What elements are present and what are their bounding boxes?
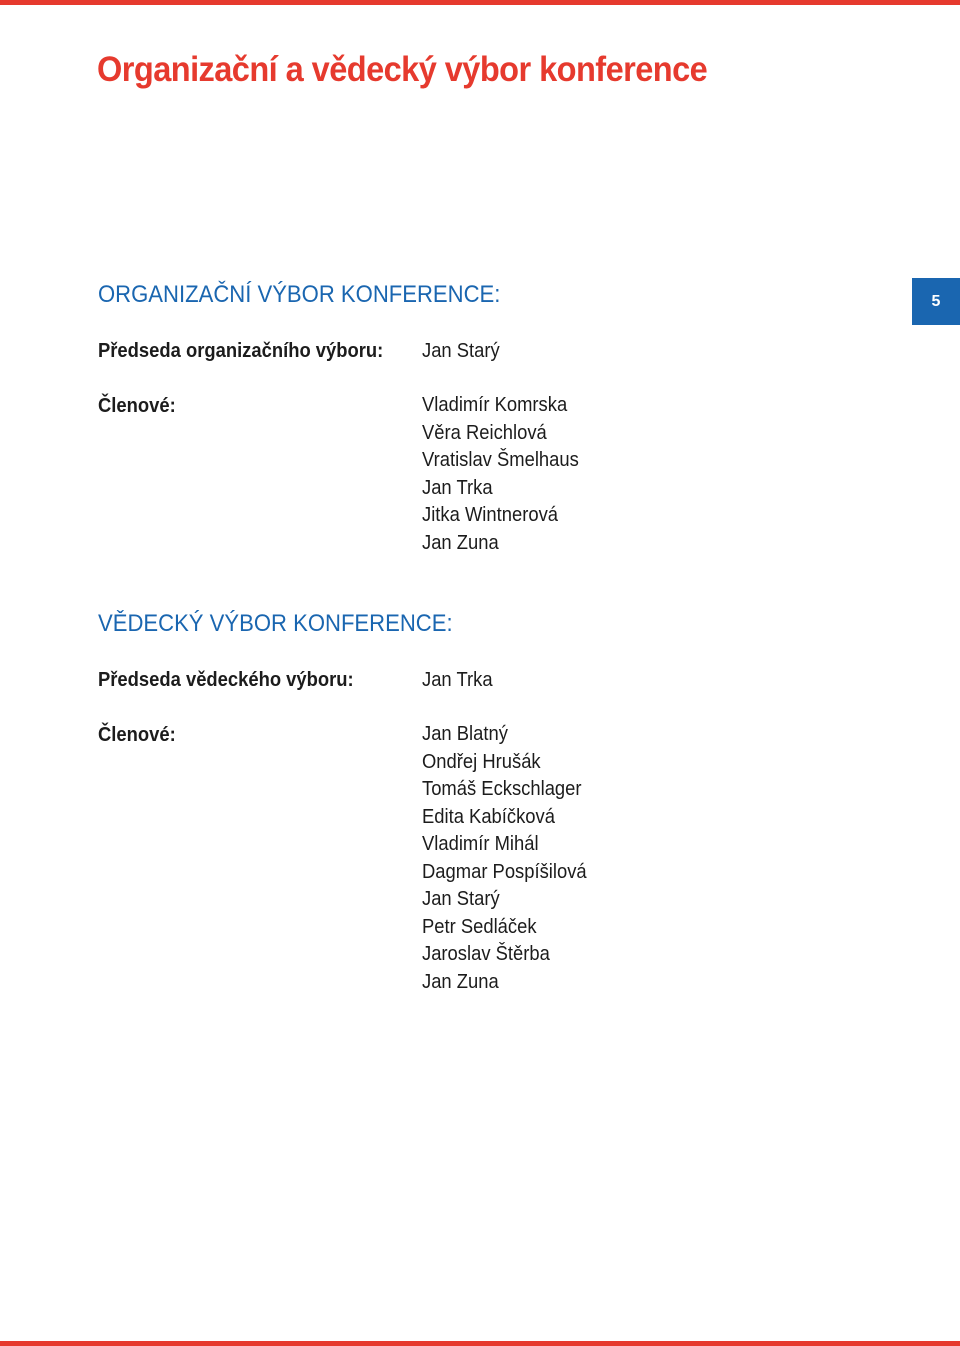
member-name: Tomáš Eckschlager: [422, 778, 582, 800]
member-name: Vladimír Mihál: [422, 833, 539, 855]
member-name: Jan Blatný: [422, 723, 508, 745]
organizing-chair-label: Předseda organizačního výboru:: [98, 340, 384, 362]
member-name: Jaroslav Štěrba: [422, 943, 550, 965]
member-name: Ondřej Hrušák: [422, 750, 541, 773]
page-number-tab: [912, 278, 960, 325]
organizing-committee-heading: ORGANIZAČNÍ VÝBOR KONFERENCE:: [98, 281, 501, 308]
member-name: Jan Zuna: [422, 970, 499, 993]
scientific-committee-heading: VĚDECKÝ VÝBOR KONFERENCE:: [98, 610, 453, 637]
bottom-accent-bar: [0, 1341, 960, 1346]
member-name: Jitka Wintnerová: [422, 504, 559, 526]
member-name: Vladimír Komrska: [422, 394, 568, 416]
member-name: Věra Reichlová: [422, 421, 547, 444]
page-title: Organizační a vědecký výbor konference: [97, 50, 708, 89]
scientific-members-list: [422, 721, 587, 996]
member-name: Jan Zuna: [422, 531, 499, 554]
organizing-members-label: Členové:: [98, 395, 176, 417]
member-name: Jan Trka: [422, 476, 493, 499]
member-name: Petr Sedláček: [422, 915, 537, 938]
page-number: 5: [931, 292, 941, 310]
member-name: Dagmar Pospíšilová: [422, 860, 587, 883]
scientific-members-label: Členové:: [98, 724, 176, 746]
member-name: Jan Starý: [422, 888, 500, 910]
member-name: Edita Kabíčková: [422, 805, 555, 828]
organizing-members-list: [422, 392, 579, 557]
top-accent-bar: [0, 0, 960, 5]
scientific-chair-label: Předseda vědeckého výboru:: [98, 669, 354, 691]
member-name: Vratislav Šmelhaus: [422, 449, 579, 471]
scientific-chair-name: Jan Trka: [422, 669, 493, 691]
organizing-chair-name: Jan Starý: [422, 340, 500, 362]
